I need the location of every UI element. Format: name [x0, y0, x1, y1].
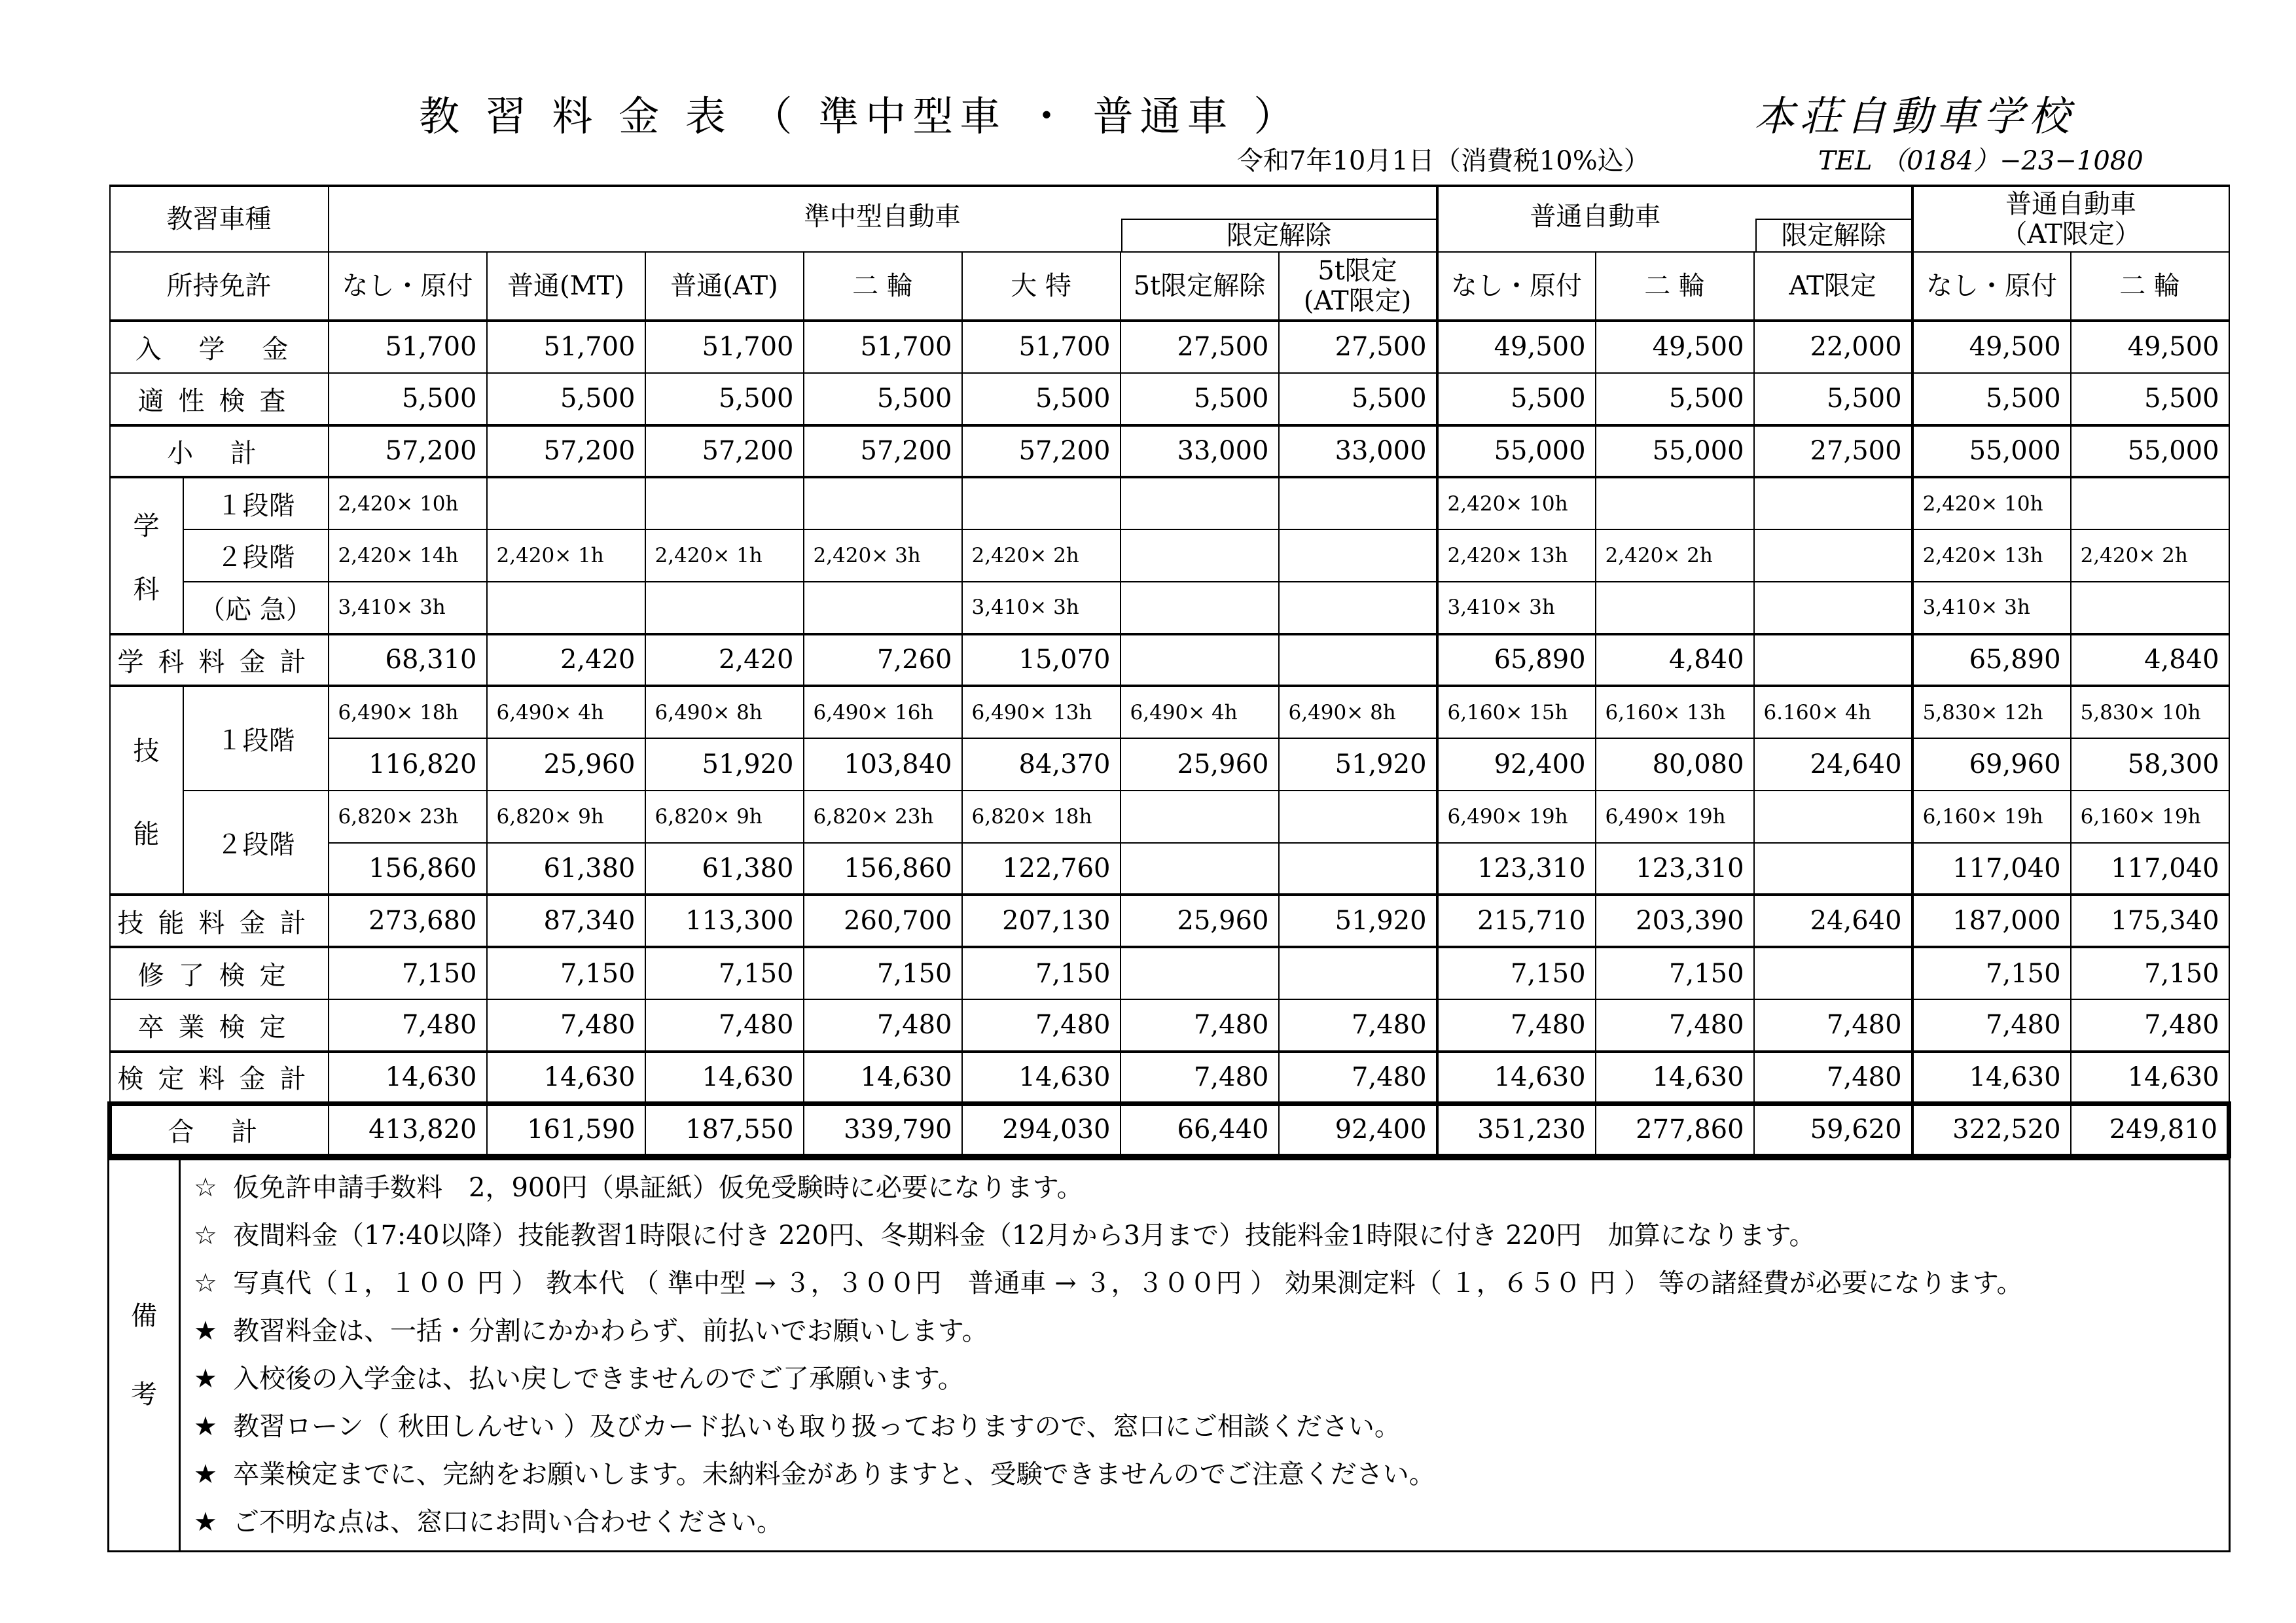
- amount-cell: 59,620: [1754, 1103, 1912, 1156]
- amount-cell: 5,500: [1279, 373, 1437, 425]
- amount-cell: 7,150: [1437, 947, 1596, 999]
- rate-cell: 6,160× 19h: [2071, 791, 2229, 843]
- rate-cell: 6,490× 4h: [1121, 686, 1279, 738]
- rate-cell: 2,420× 10h: [329, 477, 487, 529]
- rate-cell: [487, 477, 645, 529]
- amount-cell: 175,340: [2071, 895, 2229, 947]
- amount-cell: 113,300: [645, 895, 804, 947]
- amount-cell: 2,420: [487, 634, 645, 687]
- amount-cell: 55,000: [1596, 425, 1754, 478]
- amount-cell: 294,030: [962, 1103, 1121, 1156]
- amount-cell: [1754, 634, 1912, 687]
- entrance-fee-label: 入 学 金: [110, 321, 329, 373]
- graduation-test-label: 卒業検定: [110, 999, 329, 1052]
- amount-cell: 215,710: [1437, 895, 1596, 947]
- rate-cell: [1121, 582, 1279, 634]
- amount-cell: 65,890: [1912, 634, 2071, 687]
- amount-cell: 187,550: [645, 1103, 804, 1156]
- rate-cell: [804, 477, 962, 529]
- rate-cell: 6.160× 4h: [1754, 686, 1912, 738]
- rate-cell: [1279, 477, 1437, 529]
- amount-cell: 122,760: [962, 843, 1121, 895]
- table-row: [110, 791, 2229, 843]
- license-header: 普通(MT): [487, 252, 645, 321]
- rate-cell: 6,490× 19h: [1437, 791, 1596, 843]
- amount-cell: 156,860: [804, 843, 962, 895]
- note-text: 写真代（１，１００ 円 ） 教本代 （ 準中型 → ３，３００円 普通車 → ３，３００円 ） 効果測定料（ １，６５０ 円 ） 等の諸経費が必要になります。: [233, 1268, 2023, 1298]
- amount-cell: 51,920: [645, 738, 804, 791]
- academic-label: 学 科: [110, 477, 183, 633]
- amount-cell: 7,150: [329, 947, 487, 999]
- note-text: 教習料金は、一括・分割にかかわらず、前払いでお願いします。: [233, 1316, 988, 1346]
- aptitude-test-label: 適性検査: [110, 373, 329, 425]
- black-star-icon: ★: [194, 1412, 217, 1442]
- rate-cell: 2,420× 14h: [329, 529, 487, 582]
- rate-cell: [1754, 529, 1912, 582]
- vehicle-type-label: 教習車種: [110, 186, 329, 252]
- amount-cell: 277,860: [1596, 1103, 1754, 1156]
- black-star-icon: ★: [194, 1364, 217, 1394]
- amount-cell: [1121, 947, 1279, 999]
- rate-cell: [1279, 582, 1437, 634]
- rate-cell: 2,420× 2h: [2071, 529, 2229, 582]
- amount-cell: 25,960: [1121, 738, 1279, 791]
- rate-cell: [1121, 791, 1279, 843]
- rate-cell: [804, 582, 962, 634]
- note-text: 卒業検定までに、完納をお願いします。未納料金がありますと、受験できませんのでご注意ください。: [233, 1459, 1435, 1489]
- amount-cell: 5,500: [487, 373, 645, 425]
- phone-number: TEL （0184）−23−1080: [1818, 146, 2144, 176]
- practical-total-label: 技能料金計: [110, 895, 329, 947]
- table-row: [110, 321, 2229, 373]
- amount-cell: 69,960: [1912, 738, 2071, 791]
- amount-cell: 7,150: [1596, 947, 1754, 999]
- amount-cell: 4,840: [2071, 634, 2229, 687]
- table-row: [110, 634, 2229, 687]
- amount-cell: 14,630: [1437, 1052, 1596, 1104]
- table-row: [110, 738, 2229, 791]
- amount-cell: 51,700: [487, 321, 645, 373]
- amount-cell: 80,080: [1596, 738, 1754, 791]
- amount-cell: 123,310: [1437, 843, 1596, 895]
- note-text: 仮免許申請手数料 2，900円（県証紙）仮免受験時に必要になります。: [233, 1173, 1083, 1203]
- note-item: [181, 1403, 2229, 1451]
- amount-cell: 14,630: [1596, 1052, 1754, 1104]
- amount-cell: 7,480: [1121, 999, 1279, 1052]
- rate-cell: [487, 582, 645, 634]
- amount-cell: 7,150: [645, 947, 804, 999]
- rate-cell: 3,410× 3h: [1912, 582, 2071, 634]
- amount-cell: 351,230: [1437, 1103, 1596, 1156]
- amount-cell: 5,500: [645, 373, 804, 425]
- black-star-icon: ★: [194, 1507, 217, 1537]
- amount-cell: [1754, 843, 1912, 895]
- amount-cell: 14,630: [804, 1052, 962, 1104]
- rate-cell: 6,160× 15h: [1437, 686, 1596, 738]
- table-row: [110, 843, 2229, 895]
- amount-cell: 7,480: [645, 999, 804, 1052]
- amount-cell: 161,590: [487, 1103, 645, 1156]
- rate-cell: 2,420× 13h: [1437, 529, 1596, 582]
- amount-cell: 55,000: [1437, 425, 1596, 478]
- amount-cell: 68,310: [329, 634, 487, 687]
- rate-cell: 3,410× 3h: [962, 582, 1121, 634]
- rate-cell: 5,830× 10h: [2071, 686, 2229, 738]
- amount-cell: 61,380: [645, 843, 804, 895]
- fee-table: [107, 185, 2231, 1158]
- note-item: [181, 1499, 2229, 1546]
- amount-cell: 24,640: [1754, 738, 1912, 791]
- rate-cell: 3,410× 3h: [329, 582, 487, 634]
- amount-cell: 57,200: [804, 425, 962, 478]
- license-header: 二 輪: [2071, 252, 2229, 321]
- note-text: 夜間料金（17:40以降）技能教習1時限に付き 220円、冬期料金（12月から3月まで）技能料金1時限に付き 220円 加算になります。: [233, 1221, 1816, 1251]
- rate-cell: 6,820× 23h: [329, 791, 487, 843]
- stage-label: １段階: [183, 477, 329, 529]
- amount-cell: 84,370: [962, 738, 1121, 791]
- note-text: ご不明な点は、窓口にお問い合わせください。: [233, 1507, 783, 1537]
- white-star-icon: ☆: [194, 1221, 217, 1251]
- amount-cell: 5,500: [962, 373, 1121, 425]
- amount-cell: 14,630: [962, 1052, 1121, 1104]
- amount-cell: 260,700: [804, 895, 962, 947]
- amount-cell: 5,500: [1754, 373, 1912, 425]
- amount-cell: 5,500: [804, 373, 962, 425]
- school-name: 本荘自動車学校: [1754, 92, 2075, 140]
- black-star-icon: ★: [194, 1316, 217, 1346]
- amount-cell: 7,150: [804, 947, 962, 999]
- amount-cell: 5,500: [1121, 373, 1279, 425]
- rate-cell: [1121, 529, 1279, 582]
- group-at-header: 普通自動車 （AT限定）: [1912, 186, 2229, 252]
- license-header: 普通(AT): [645, 252, 804, 321]
- rate-cell: 3,410× 3h: [1437, 582, 1596, 634]
- amount-cell: 273,680: [329, 895, 487, 947]
- stage-label: ２段階: [183, 529, 329, 582]
- license-header: AT限定: [1754, 252, 1912, 321]
- amount-cell: 7,150: [1912, 947, 2071, 999]
- amount-cell: 5,500: [2071, 373, 2229, 425]
- amount-cell: 7,480: [1754, 1052, 1912, 1104]
- amount-cell: 116,820: [329, 738, 487, 791]
- rate-cell: 6,820× 9h: [487, 791, 645, 843]
- white-star-icon: ☆: [194, 1173, 217, 1203]
- black-star-icon: ★: [194, 1459, 217, 1489]
- amount-cell: 249,810: [2071, 1103, 2229, 1156]
- rate-cell: [1754, 477, 1912, 529]
- amount-cell: 57,200: [962, 425, 1121, 478]
- amount-cell: [1279, 947, 1437, 999]
- table-row: [110, 529, 2229, 582]
- table-row: [110, 686, 2229, 738]
- table-row: [110, 582, 2229, 634]
- amount-cell: 27,500: [1279, 321, 1437, 373]
- rate-cell: 6,820× 18h: [962, 791, 1121, 843]
- table-row: [110, 1052, 2229, 1104]
- amount-cell: 27,500: [1121, 321, 1279, 373]
- amount-cell: 7,480: [1279, 1052, 1437, 1104]
- note-item: [181, 1308, 2229, 1355]
- rate-cell: [2071, 582, 2229, 634]
- amount-cell: 5,500: [1437, 373, 1596, 425]
- amount-cell: 22,000: [1754, 321, 1912, 373]
- amount-cell: 7,480: [1279, 999, 1437, 1052]
- license-header: なし・原付: [329, 252, 487, 321]
- rate-cell: 2,420× 10h: [1437, 477, 1596, 529]
- test-total-label: 検定料金計: [110, 1052, 329, 1104]
- rate-cell: 2,420× 3h: [804, 529, 962, 582]
- notes-side-label: 備 考: [109, 1160, 180, 1552]
- rate-cell: 6,160× 19h: [1912, 791, 2071, 843]
- rate-cell: [645, 477, 804, 529]
- amount-cell: 87,340: [487, 895, 645, 947]
- license-header: 二 輪: [804, 252, 962, 321]
- amount-cell: [1754, 947, 1912, 999]
- license-header: 二 輪: [1596, 252, 1754, 321]
- amount-cell: 51,920: [1279, 895, 1437, 947]
- amount-cell: 7,480: [329, 999, 487, 1052]
- amount-cell: 7,480: [2071, 999, 2229, 1052]
- amount-cell: 25,960: [487, 738, 645, 791]
- notes-table: [107, 1158, 2231, 1552]
- amount-cell: 156,860: [329, 843, 487, 895]
- table-row: [110, 999, 2229, 1052]
- amount-cell: 51,700: [645, 321, 804, 373]
- amount-cell: 24,640: [1754, 895, 1912, 947]
- license-label: 所持免許: [110, 252, 329, 321]
- rate-cell: 6,820× 9h: [645, 791, 804, 843]
- rate-cell: 6,490× 13h: [962, 686, 1121, 738]
- license-header: 5t限定解除: [1121, 252, 1279, 321]
- amount-cell: 7,150: [962, 947, 1121, 999]
- rate-cell: 6,820× 23h: [804, 791, 962, 843]
- amount-cell: 7,480: [1912, 999, 2071, 1052]
- amount-cell: [1279, 634, 1437, 687]
- note-item: [181, 1451, 2229, 1499]
- amount-cell: 49,500: [1596, 321, 1754, 373]
- rate-cell: 5,830× 12h: [1912, 686, 2071, 738]
- amount-cell: 14,630: [487, 1052, 645, 1104]
- amount-cell: 61,380: [487, 843, 645, 895]
- amount-cell: 187,000: [1912, 895, 2071, 947]
- amount-cell: 203,390: [1596, 895, 1754, 947]
- amount-cell: 4,840: [1596, 634, 1754, 687]
- amount-cell: 51,920: [1279, 738, 1437, 791]
- table-row: [110, 477, 2229, 529]
- amount-cell: 103,840: [804, 738, 962, 791]
- table-row: [110, 252, 2229, 321]
- rate-cell: 2,420× 1h: [487, 529, 645, 582]
- amount-cell: [1279, 843, 1437, 895]
- amount-cell: 7,480: [1754, 999, 1912, 1052]
- amount-cell: 55,000: [1912, 425, 2071, 478]
- amount-cell: 339,790: [804, 1103, 962, 1156]
- table-row: [110, 186, 2229, 252]
- amount-cell: 51,700: [329, 321, 487, 373]
- rate-cell: [645, 582, 804, 634]
- rate-cell: 2,420× 1h: [645, 529, 804, 582]
- amount-cell: 14,630: [645, 1052, 804, 1104]
- license-header: なし・原付: [1437, 252, 1596, 321]
- amount-cell: 66,440: [1121, 1103, 1279, 1156]
- table-row: [110, 425, 2229, 478]
- rate-cell: 6,160× 13h: [1596, 686, 1754, 738]
- note-text: 教習ローン（ 秋田しんせい ）及びカード払いも取り扱っておりますので、窓口にご相談ください。: [233, 1412, 1401, 1442]
- amount-cell: 14,630: [1912, 1052, 2071, 1104]
- stage-label: １段階: [183, 686, 329, 791]
- amount-cell: 57,200: [487, 425, 645, 478]
- license-header: なし・原付: [1912, 252, 2071, 321]
- rate-cell: 6,490× 18h: [329, 686, 487, 738]
- amount-cell: 5,500: [1912, 373, 2071, 425]
- amount-cell: 25,960: [1121, 895, 1279, 947]
- table-row: [110, 1103, 2229, 1156]
- amount-cell: 14,630: [329, 1052, 487, 1104]
- amount-cell: 14,630: [2071, 1052, 2229, 1104]
- stage-label: ２段階: [183, 791, 329, 895]
- amount-cell: [1121, 634, 1279, 687]
- practical-label: 技 能: [110, 686, 183, 895]
- amount-cell: 49,500: [2071, 321, 2229, 373]
- amount-cell: 58,300: [2071, 738, 2229, 791]
- amount-cell: 7,480: [1596, 999, 1754, 1052]
- amount-cell: 27,500: [1754, 425, 1912, 478]
- stage-label: （応 急）: [183, 582, 329, 634]
- amount-cell: 49,500: [1912, 321, 2071, 373]
- completion-test-label: 修了検定: [110, 947, 329, 999]
- rate-cell: [1596, 477, 1754, 529]
- table-row: [110, 947, 2229, 999]
- rate-cell: 2,420× 13h: [1912, 529, 2071, 582]
- rate-cell: 2,420× 2h: [962, 529, 1121, 582]
- rate-cell: 6,490× 4h: [487, 686, 645, 738]
- license-header: 5t限定 (AT限定): [1279, 252, 1437, 321]
- amount-cell: 2,420: [645, 634, 804, 687]
- rate-cell: 2,420× 2h: [1596, 529, 1754, 582]
- rate-cell: 6,490× 8h: [645, 686, 804, 738]
- amount-cell: 7,150: [2071, 947, 2229, 999]
- amount-cell: 51,700: [804, 321, 962, 373]
- amount-cell: 92,400: [1437, 738, 1596, 791]
- amount-cell: 123,310: [1596, 843, 1754, 895]
- rate-cell: 6,490× 8h: [1279, 686, 1437, 738]
- amount-cell: 33,000: [1279, 425, 1437, 478]
- amount-cell: 49,500: [1437, 321, 1596, 373]
- amount-cell: 5,500: [1596, 373, 1754, 425]
- note-text: 入校後の入学金は、払い戻しできませんのでご了承願います。: [233, 1364, 964, 1394]
- rate-cell: 6,490× 16h: [804, 686, 962, 738]
- rate-cell: 6,490× 19h: [1596, 791, 1754, 843]
- rate-cell: [962, 477, 1121, 529]
- amount-cell: 57,200: [645, 425, 804, 478]
- amount-cell: 65,890: [1437, 634, 1596, 687]
- rate-cell: [1596, 582, 1754, 634]
- amount-cell: 413,820: [329, 1103, 487, 1156]
- amount-cell: 7,480: [804, 999, 962, 1052]
- amount-cell: 7,480: [1121, 1052, 1279, 1104]
- amount-cell: 117,040: [2071, 843, 2229, 895]
- license-header: 大 特: [962, 252, 1121, 321]
- amount-cell: 55,000: [2071, 425, 2229, 478]
- table-row: [110, 373, 2229, 425]
- group-futsu-header: 普通自動車 限定解除: [1437, 186, 1912, 252]
- amount-cell: 7,480: [487, 999, 645, 1052]
- notes-list: [180, 1160, 2230, 1552]
- amount-cell: 5,500: [329, 373, 487, 425]
- amount-cell: 15,070: [962, 634, 1121, 687]
- note-item: [181, 1260, 2229, 1308]
- rate-cell: [2071, 477, 2229, 529]
- rate-cell: 2,420× 10h: [1912, 477, 2071, 529]
- effective-date: 令和7年10月1日（消費税10%込）: [1237, 146, 1650, 176]
- rate-cell: [1121, 477, 1279, 529]
- note-item: [181, 1355, 2229, 1403]
- amount-cell: 7,480: [962, 999, 1121, 1052]
- amount-cell: 117,040: [1912, 843, 2071, 895]
- note-item: [181, 1212, 2229, 1260]
- rate-cell: [1279, 791, 1437, 843]
- note-item: [181, 1164, 2229, 1212]
- academic-total-label: 学科料金計: [110, 634, 329, 687]
- rate-cell: [1754, 791, 1912, 843]
- amount-cell: 7,150: [487, 947, 645, 999]
- amount-cell: 33,000: [1121, 425, 1279, 478]
- table-row: [110, 895, 2229, 947]
- page-title: 教 習 料 金 表 （ 準中型車 ・ 普通車 ）: [419, 92, 1301, 140]
- rate-cell: [1279, 529, 1437, 582]
- amount-cell: 7,480: [1437, 999, 1596, 1052]
- grand-total-label: 合 計: [110, 1103, 329, 1156]
- amount-cell: 92,400: [1279, 1103, 1437, 1156]
- group-junchu-header: 準中型自動車 限定解除: [329, 186, 1437, 252]
- amount-cell: 207,130: [962, 895, 1121, 947]
- amount-cell: 57,200: [329, 425, 487, 478]
- amount-cell: 7,260: [804, 634, 962, 687]
- rate-cell: [1754, 582, 1912, 634]
- amount-cell: 322,520: [1912, 1103, 2071, 1156]
- amount-cell: 51,700: [962, 321, 1121, 373]
- amount-cell: [1121, 843, 1279, 895]
- white-star-icon: ☆: [194, 1268, 217, 1298]
- subtotal-label: 小 計: [110, 425, 329, 478]
